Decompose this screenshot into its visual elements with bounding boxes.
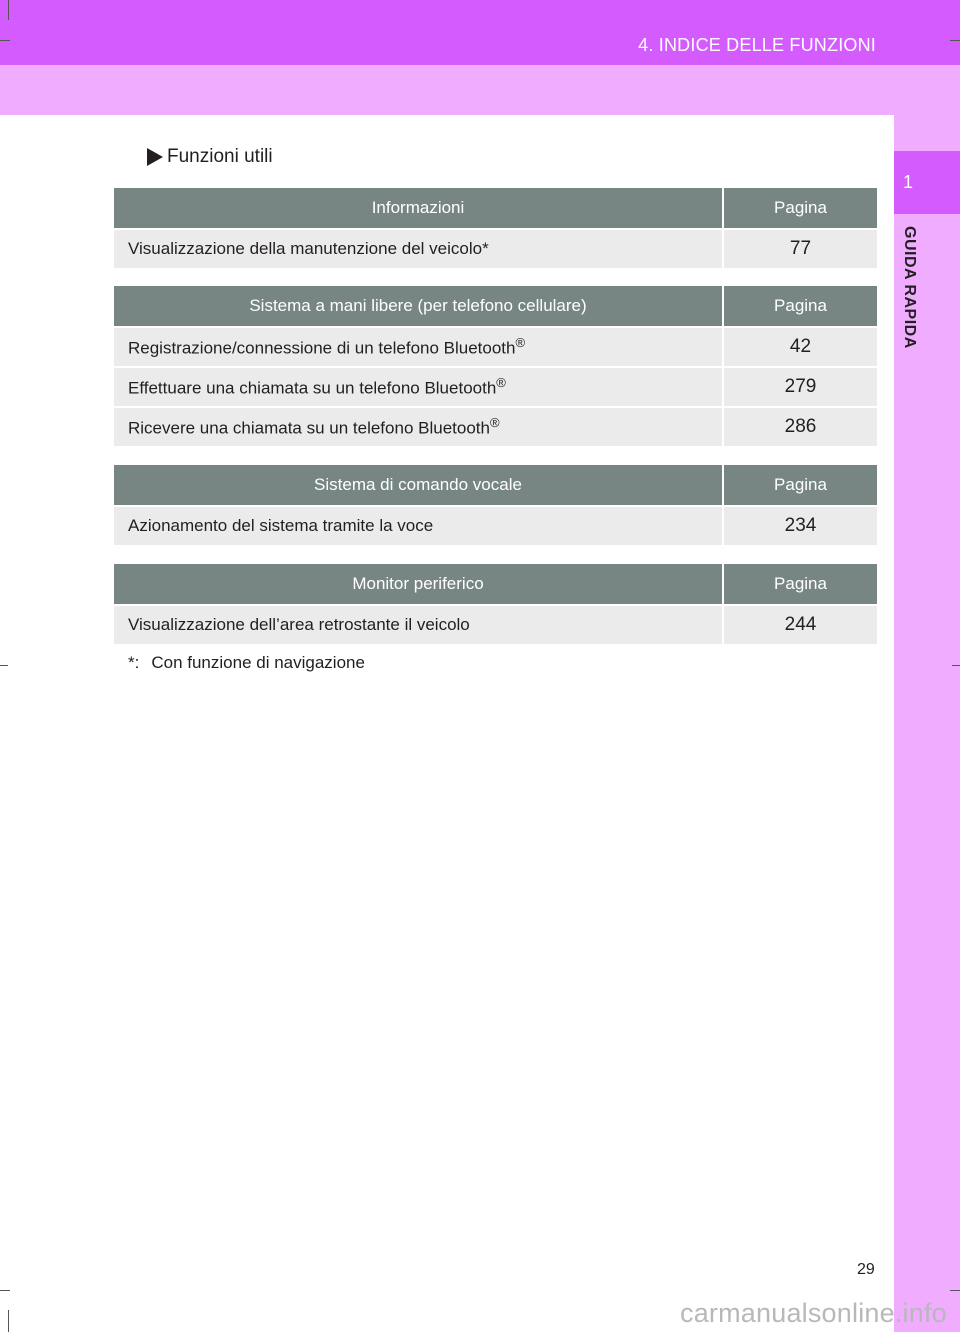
row-page-link[interactable]: 244 (723, 605, 877, 644)
crop-mark (950, 40, 960, 41)
row-text: Effettuare una chiamata su un telefono Bluetooth (128, 378, 497, 398)
function-table-monitor-periferico (114, 564, 877, 644)
registered-mark: ® (515, 335, 526, 351)
page-number: 29 (857, 1261, 875, 1278)
row-description (114, 327, 723, 367)
header-sub-band (0, 65, 960, 115)
watermark: carmanualsonline.info (680, 1298, 947, 1328)
footnote (128, 653, 365, 673)
row-text: Ricevere una chiamata su un telefono Bluetooth (128, 418, 490, 438)
crop-mark (0, 665, 8, 666)
row-page-link[interactable]: 279 (723, 367, 877, 407)
table-header-page: Pagina (723, 286, 877, 327)
table-row[interactable] (114, 407, 877, 446)
row-description: Visualizzazione della manutenzione del veicolo* (114, 229, 723, 268)
row-description (114, 367, 723, 407)
row-description (114, 407, 723, 446)
table-row[interactable] (114, 229, 877, 268)
function-table-comando-vocale (114, 465, 877, 545)
row-description: Azionamento del sistema tramite la voce (114, 506, 723, 545)
footnote-mark: *: (128, 653, 140, 672)
crop-mark (8, 1310, 9, 1332)
crop-mark (0, 40, 10, 41)
chapter-number: 1 (903, 172, 914, 192)
table-header-row (114, 465, 877, 506)
footnote-text: Con funzione di navigazione (151, 653, 365, 672)
crop-mark (0, 1290, 10, 1291)
registered-mark: ® (489, 415, 500, 431)
row-page-link[interactable]: 234 (723, 506, 877, 545)
section-title (147, 146, 273, 168)
table-header-row (114, 564, 877, 605)
chapter-label: GUIDA RAPIDA (901, 226, 918, 349)
crop-mark (8, 0, 9, 20)
table-header-page: Pagina (723, 188, 877, 229)
table-header-page: Pagina (723, 465, 877, 506)
triangle-bullet-icon (147, 148, 163, 166)
table-row[interactable] (114, 605, 877, 644)
table-row[interactable] (114, 506, 877, 545)
table-header-label: Informazioni (114, 188, 723, 229)
crop-mark (952, 665, 960, 666)
row-text: Registrazione/connessione di un telefono Bluetooth (128, 338, 516, 358)
table-header-label: Sistema di comando vocale (114, 465, 723, 506)
registered-mark: ® (496, 375, 506, 391)
row-page-link[interactable]: 77 (723, 229, 877, 268)
page-header-title: 4. INDICE DELLE FUNZIONI (638, 35, 876, 55)
section-title-text: Funzioni utili (167, 146, 273, 167)
row-description: Visualizzazione dell’area retrostante il veicolo (114, 605, 723, 644)
table-row[interactable] (114, 367, 877, 407)
row-page-link[interactable]: 286 (723, 407, 877, 446)
table-header-label: Monitor periferico (114, 564, 723, 605)
function-table-mani-libere (114, 286, 877, 446)
table-header-row (114, 188, 877, 229)
table-header-label: Sistema a mani libere (per telefono cellulare) (114, 286, 723, 327)
table-header-row (114, 286, 877, 327)
table-row[interactable] (114, 327, 877, 367)
crop-mark (950, 1290, 960, 1291)
function-table-informazioni (114, 188, 877, 268)
row-page-link[interactable]: 42 (723, 327, 877, 367)
table-header-page: Pagina (723, 564, 877, 605)
